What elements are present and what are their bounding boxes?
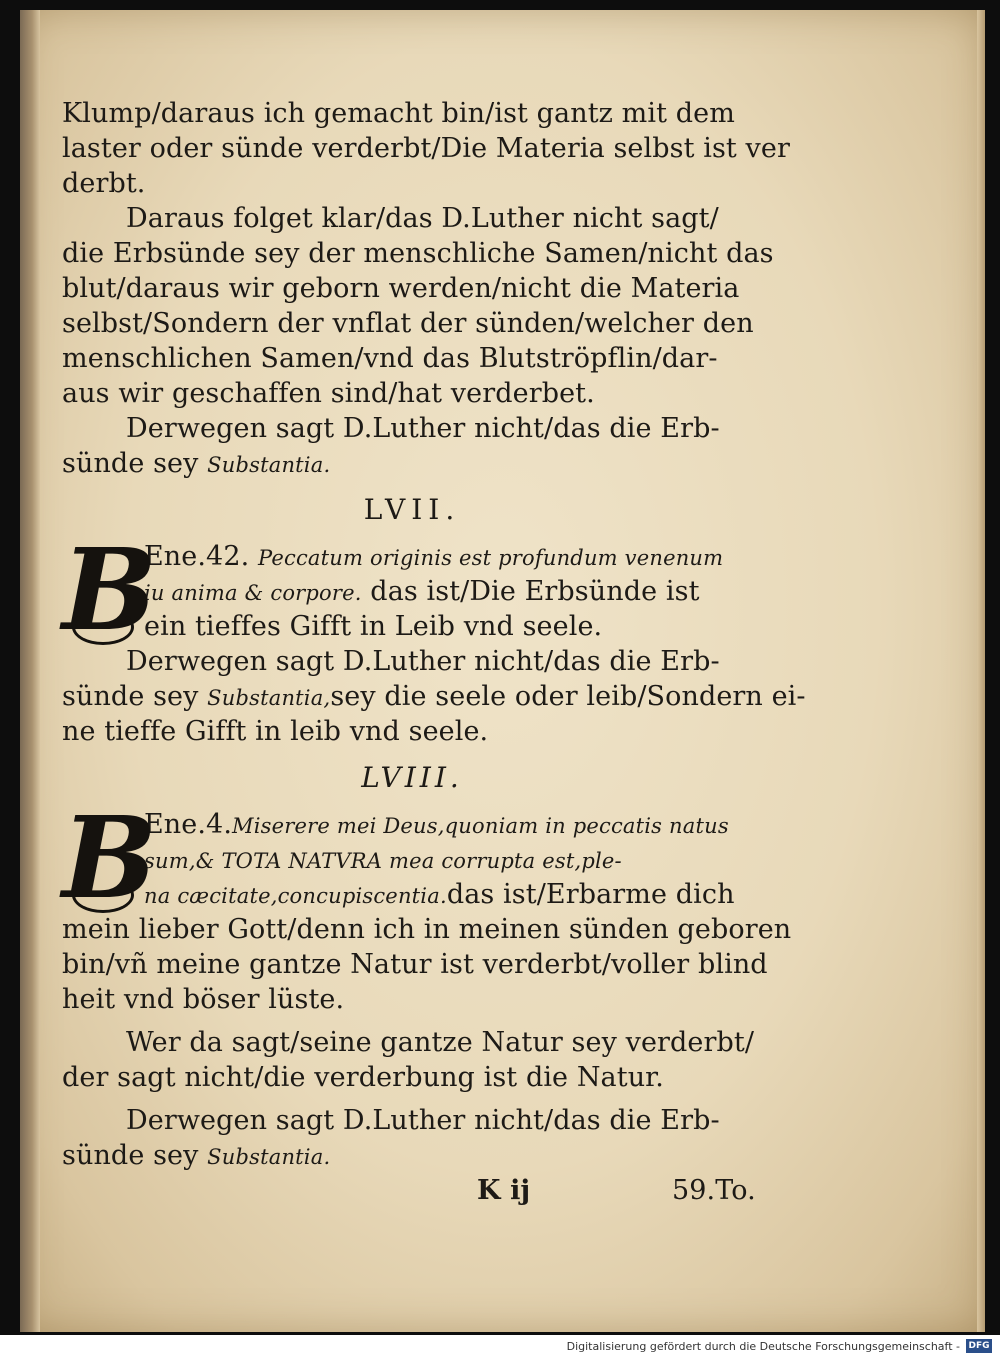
page-gutter: [20, 10, 40, 1332]
initial-letter: B: [62, 525, 157, 656]
section-lvii: [62, 525, 762, 656]
text-span: Ene.4.: [144, 809, 233, 840]
text-line: derbt.: [62, 168, 146, 199]
page-footer: [62, 1173, 762, 1213]
text-line: laster oder sünde verderbt/Die Materia selbst ist ver: [62, 133, 790, 164]
text-line: selbst/Sondern der vnflat der sünden/welcher den: [62, 308, 754, 339]
funding-credit: Digitalisierung gefördert durch die Deutsche Forschungsgemeinschaft -: [566, 1340, 960, 1353]
decorated-initial: [62, 793, 157, 924]
text-line: Derwegen sagt D.Luther nicht/das die Erb-: [126, 1105, 720, 1136]
initial-letter: B: [62, 793, 157, 924]
latin-text: Peccatum originis est profundum venenum: [257, 546, 724, 570]
catchword: 59.To.: [672, 1175, 756, 1206]
page-text: [62, 96, 806, 1213]
page-edge: [977, 10, 985, 1332]
text-span: das ist/Erbarme dich: [446, 879, 735, 910]
text-line: [62, 574, 762, 609]
text-line: [62, 807, 762, 842]
section-lviii: [62, 793, 762, 924]
latin-text: iu anima & corpore.: [144, 581, 362, 605]
decorated-initial: [62, 525, 157, 656]
text-line: mein lieber Gott/denn ich in meinen sünden geboren: [62, 914, 792, 945]
text-span: Ene.42.: [144, 541, 258, 572]
text-line: Wer da sagt/seine gantze Natur sey verderbt/: [126, 1027, 755, 1058]
latin-text: Substantia,: [207, 686, 331, 710]
credit-bar: [0, 1335, 1000, 1359]
latin-text: Substantia.: [207, 1145, 331, 1169]
latin-text: Substantia.: [207, 453, 331, 477]
text-line: Klump/daraus ich gemacht bin/ist gantz mit dem: [62, 98, 735, 129]
text-line: die Erbsünde sey der menschliche Samen/nicht das: [62, 238, 774, 269]
signature-mark: K ij: [477, 1175, 531, 1206]
text-line: [62, 842, 762, 877]
text-line: blut/daraus wir geborn werden/nicht die Materia: [62, 273, 740, 304]
latin-text: na cæcitate,concupiscentia.: [144, 884, 447, 908]
text-line: bin/vñ meine gantze Natur ist verderbt/voller blind: [62, 949, 768, 980]
text-line: [62, 877, 762, 912]
section-heading-lviii: LVIII.: [361, 761, 463, 794]
text-span: sünde sey: [62, 681, 208, 712]
text-line: [62, 539, 762, 574]
text-line: menschlichen Samen/vnd das Blutströpflin/dar-: [62, 343, 718, 374]
text-line: Derwegen sagt D.Luther nicht/das die Erb-: [126, 646, 720, 677]
text-line: ne tieffe Gifft in leib vnd seele.: [62, 716, 489, 747]
text-line: [62, 1138, 762, 1173]
text-span: sey die seele oder leib/Sondern ei-: [330, 681, 806, 712]
text-line: ein tieffes Gifft in Leib vnd seele.: [144, 611, 603, 642]
text-line: der sagt nicht/die verderbung ist die Natur.: [62, 1062, 664, 1093]
section-heading-lvii: LVII.: [363, 493, 461, 526]
text-span: sünde sey: [62, 448, 208, 479]
text-line: aus wir geschaffen sind/hat verderbet.: [62, 378, 595, 409]
text-line: Daraus folget klar/das D.Luther nicht sagt/: [126, 203, 719, 234]
text-line: [62, 679, 806, 714]
text-line: [62, 446, 762, 481]
text-line: heit vnd böser lüste.: [62, 984, 345, 1015]
text-line: Derwegen sagt D.Luther nicht/das die Erb-: [126, 413, 720, 444]
dfg-logo: DFG: [966, 1339, 992, 1353]
flourish-icon: [72, 609, 134, 645]
latin-text: Miserere mei Deus,quoniam in peccatis natus: [232, 814, 729, 838]
latin-text: sum,& TOTA NATVRA mea corrupta est,ple-: [144, 849, 622, 873]
text-span: sünde sey: [62, 1140, 208, 1171]
text-span: das ist/Die Erbsünde ist: [361, 576, 700, 607]
flourish-icon: [72, 877, 134, 913]
